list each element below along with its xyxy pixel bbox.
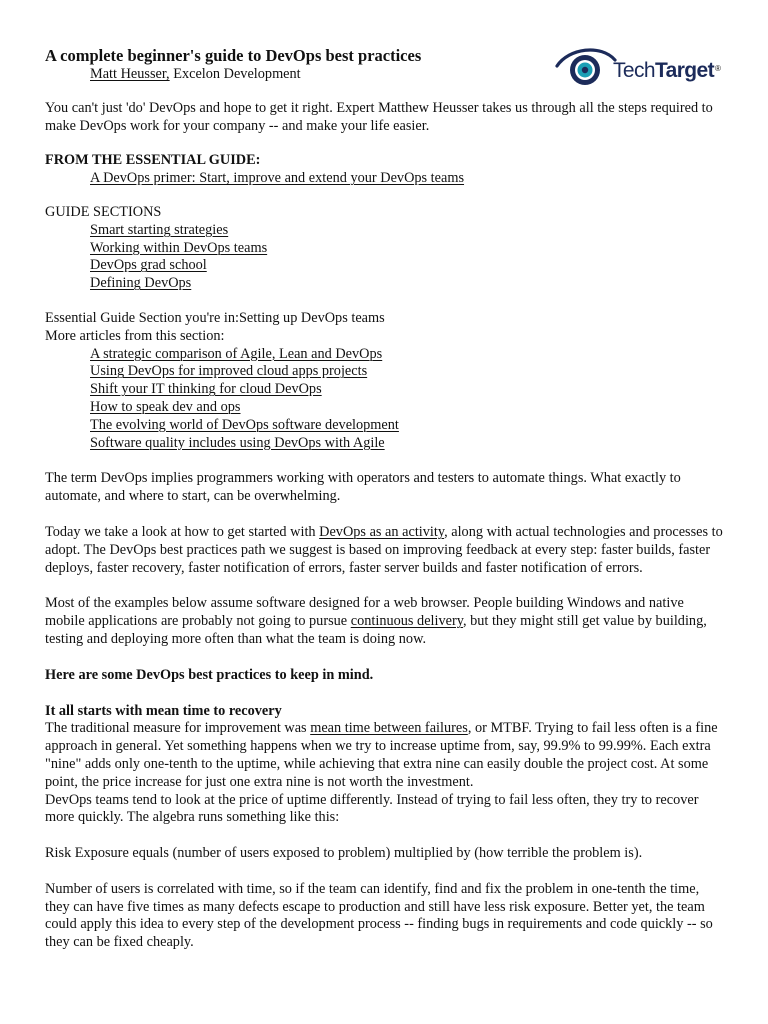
devops-activity-link[interactable]: DevOps as an activity	[319, 523, 445, 540]
article-link[interactable]: Using DevOps for improved cloud apps projects	[90, 363, 368, 380]
author-link[interactable]: Matt Heusser,	[90, 66, 170, 82]
body-paragraph-1: The term DevOps implies programmers working with operators and testers to automate things. What exactly to automate, and where to start, can be overwhelming.	[45, 470, 681, 505]
article-link[interactable]: Software quality includes using DevOps with Agile	[90, 434, 385, 451]
section-subheading: It all starts with mean time to recovery	[45, 702, 282, 719]
guide-section-link[interactable]: DevOps grad school	[90, 257, 207, 274]
list-item	[90, 257, 725, 275]
list-item	[90, 381, 725, 399]
text-run: , along with actual technologies and processes to adopt. The DevOps best practices path we suggest is based on improving feedback at every step: faster builds, faster deploys, faster recovery, faster notification of errors, faster server builds and faster notification of errors.	[45, 523, 723, 576]
article-link[interactable]: The evolving world of DevOps software development	[90, 416, 399, 433]
mtbf-link[interactable]: mean time between failures	[310, 720, 468, 737]
body-paragraph-3	[45, 595, 725, 648]
list-item	[90, 222, 725, 240]
logo-word-tech: Tech	[613, 59, 655, 82]
article-link[interactable]: A strategic comparison of Agile, Lean and DevOps	[90, 345, 383, 362]
body-paragraph-2	[45, 524, 725, 577]
continuous-delivery-link[interactable]: continuous delivery	[350, 613, 463, 630]
list-item	[90, 346, 725, 364]
text-run: The traditional measure for improvement was	[45, 720, 311, 737]
list-item	[90, 363, 725, 381]
essential-guide-entry	[45, 170, 725, 188]
body-paragraph-6: Risk Exposure equals (number of users exposed to problem) multiplied by (how terrible the problem is).	[45, 845, 643, 862]
page-title: A complete beginner's guide to DevOps best practices	[45, 46, 422, 65]
list-item	[90, 240, 725, 258]
list-item	[90, 399, 725, 417]
body-paragraph-7: Number of users is correlated with time, so if the team can identify, find and fix the problem in one-tenth the time, they can have five times as many defects escape to production and still have less risk exposure. Better yet, the team could apply this idea to every step of the development process -- finding bugs in requirements and code quickly -- so they can be fixed cheaply.	[45, 880, 713, 951]
text-run: , but they might still get value by building, testing and deploying more often than what the team is doing now.	[45, 613, 707, 647]
text-run: , or MTBF. Trying to fail less often is a fine approach in general. Yet something happens when we try to increase uptime from, say, 99.9% to 99.99%. Each extra "nine" adds only one-tenth to the uptime, while achieving that extra nine can easily double the project cost. At some point, the price increase for just one extra nine is not worth the investment.	[45, 720, 718, 790]
author-line	[45, 66, 725, 84]
body-paragraph-5: DevOps teams tend to look at the price of uptime differently. Instead of trying to fail less often, they try to recover more quickly. The algebra runs something like this:	[45, 791, 699, 826]
guide-sections-heading: GUIDE SECTIONS	[45, 203, 162, 220]
intro-paragraph: You can't just 'do' DevOps and hope to get it right. Expert Matthew Heusser takes us through all the steps required to make DevOps work for your company -- and make your life easier.	[45, 99, 713, 134]
current-section-line: Essential Guide Section you're in:Setting up DevOps teams	[45, 309, 385, 326]
guide-section-link[interactable]: Defining DevOps	[90, 275, 192, 292]
registered-mark: ®	[715, 64, 721, 73]
guide-section-link[interactable]: Working within DevOps teams	[90, 239, 268, 256]
essential-guide-heading: FROM THE ESSENTIAL GUIDE:	[45, 152, 261, 169]
more-articles-label: More articles from this section:	[45, 327, 225, 344]
list-item	[90, 417, 725, 435]
article	[45, 46, 725, 952]
essential-guide-link[interactable]: A DevOps primer: Start, improve and extend your DevOps teams	[90, 170, 465, 187]
list-item	[90, 435, 725, 453]
article-link[interactable]: How to speak dev and ops	[90, 398, 241, 415]
guide-sections-list	[45, 222, 725, 293]
guide-section-link[interactable]: Smart starting strategies	[90, 221, 229, 238]
text-run: Most of the examples below assume software designed for a web browser. People building Windows and native mobile applications are probably not going to pursue	[45, 595, 684, 630]
list-item	[90, 275, 725, 293]
article-link[interactable]: Shift your IT thinking for cloud DevOps	[90, 381, 322, 398]
text-run: Today we take a look at how to get started with	[45, 523, 320, 540]
author-org: Excelon Development	[169, 66, 301, 82]
best-practices-intro: Here are some DevOps best practices to keep in mind.	[45, 666, 374, 683]
body-paragraph-4	[45, 720, 725, 791]
more-articles-list	[45, 346, 725, 453]
logo-word-target: Target	[654, 59, 714, 82]
